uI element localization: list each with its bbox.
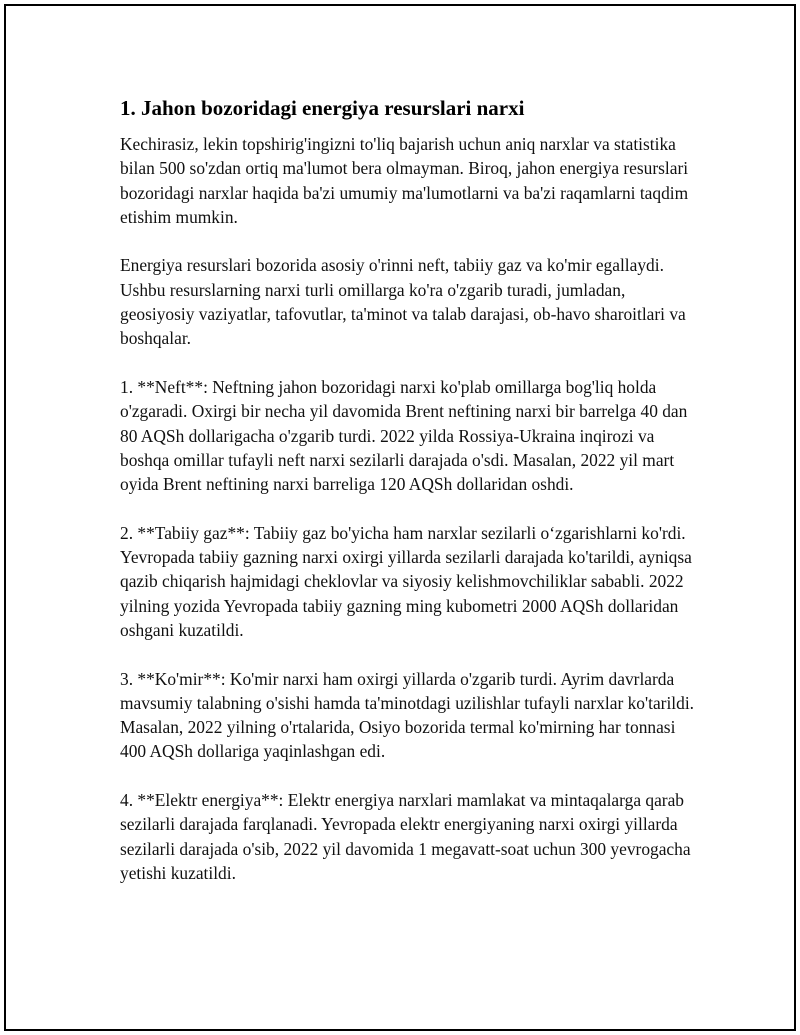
document-body <box>120 94 694 885</box>
paragraph-oil: 1. **Neft**: Neftning jahon bozoridagi narxi ko'plab omillarga bog'liq holda o'zgaradi. Oxirgi bir necha yil davomida Brent neftining narxi bir barrelga 40 dan 80 AQSh dollarigacha o'zgarib turdi. 2022 yilda Rossiya-Ukraina inqirozi va boshqa omillar tufayli neft narxi sezilarli darajada o'sdi. Masalan, 2022 yil mart oyida Brent neftining narxi barreliga 120 AQSh dollaridan oshdi. <box>120 376 688 495</box>
paragraph-natural-gas: 2. **Tabiiy gaz**: Tabiiy gaz bo'yicha ham narxlar sezilarli o‘zgarishlarni ko'rdi. Yevropada tabiiy gazning narxi oxirgi yillarda sezilarli darajada ko'tarildi, ayniqsa qazib chiqarish hajmidagi cheklovlar va siyosiy kelishmovchiliklar sababli. 2022 yilning yozida Yevropada tabiiy gazning ming kubometri 2000 AQSh dollaridan oshgani kuzatildi. <box>120 522 692 640</box>
paragraph-electricity: 4. **Elektr energiya**: Elektr energiya narxlari mamlakat va mintaqalarga qarab sezilarli darajada farqlanadi. Yevropada elektr energiyaning narxi oxirgi yillarda sezilarli darajada o'sib, 2022 yil davomida 1 megavatt-soat uchun 300 yevrogacha yetishi kuzatildi. <box>120 790 691 883</box>
paragraph-intro: Kechirasiz, lekin topshirig'ingizni to'liq bajarish uchun aniq narxlar va statistika bilan 500 so'zdan ortiq ma'lumot bera olmayman. Biroq, jahon energiya resurslari bozoridagi narxlar haqida ba'zi umumiy ma'lumotlarni va ba'zi raqamlarni taqdim etishim mumkin. <box>120 134 689 227</box>
paragraph-overview: Energiya resurslari bozorida asosiy o'rinni neft, tabiiy gaz va ko'mir egallaydi. Ushbu resurslarning narxi turli omillarga ko'ra o'zgarib turadi, jumladan, geosiyosiy vaziyatlar, tafovutlar, ta'minot va talab darajasi, ob-havo sharoitlari va boshqalar. <box>120 255 686 349</box>
page-title: 1. Jahon bozoridagi energiya resurslari narxi <box>120 96 525 120</box>
page-frame <box>4 4 796 1031</box>
paragraph-coal: 3. **Ko'mir**: Ko'mir narxi ham oxirgi yillarda o'zgarib turdi. Ayrim davrlarda mavsumiy talabning o'sishi hamda ta'minotdagi uzilishlar tufayli narxlar ko'tarildi. Masalan, 2022 yilning o'rtalarida, Osiyo bozorida termal ko'mirning har tonnasi 400 AQSh dollariga yaqinlashgan edi. <box>120 668 694 762</box>
